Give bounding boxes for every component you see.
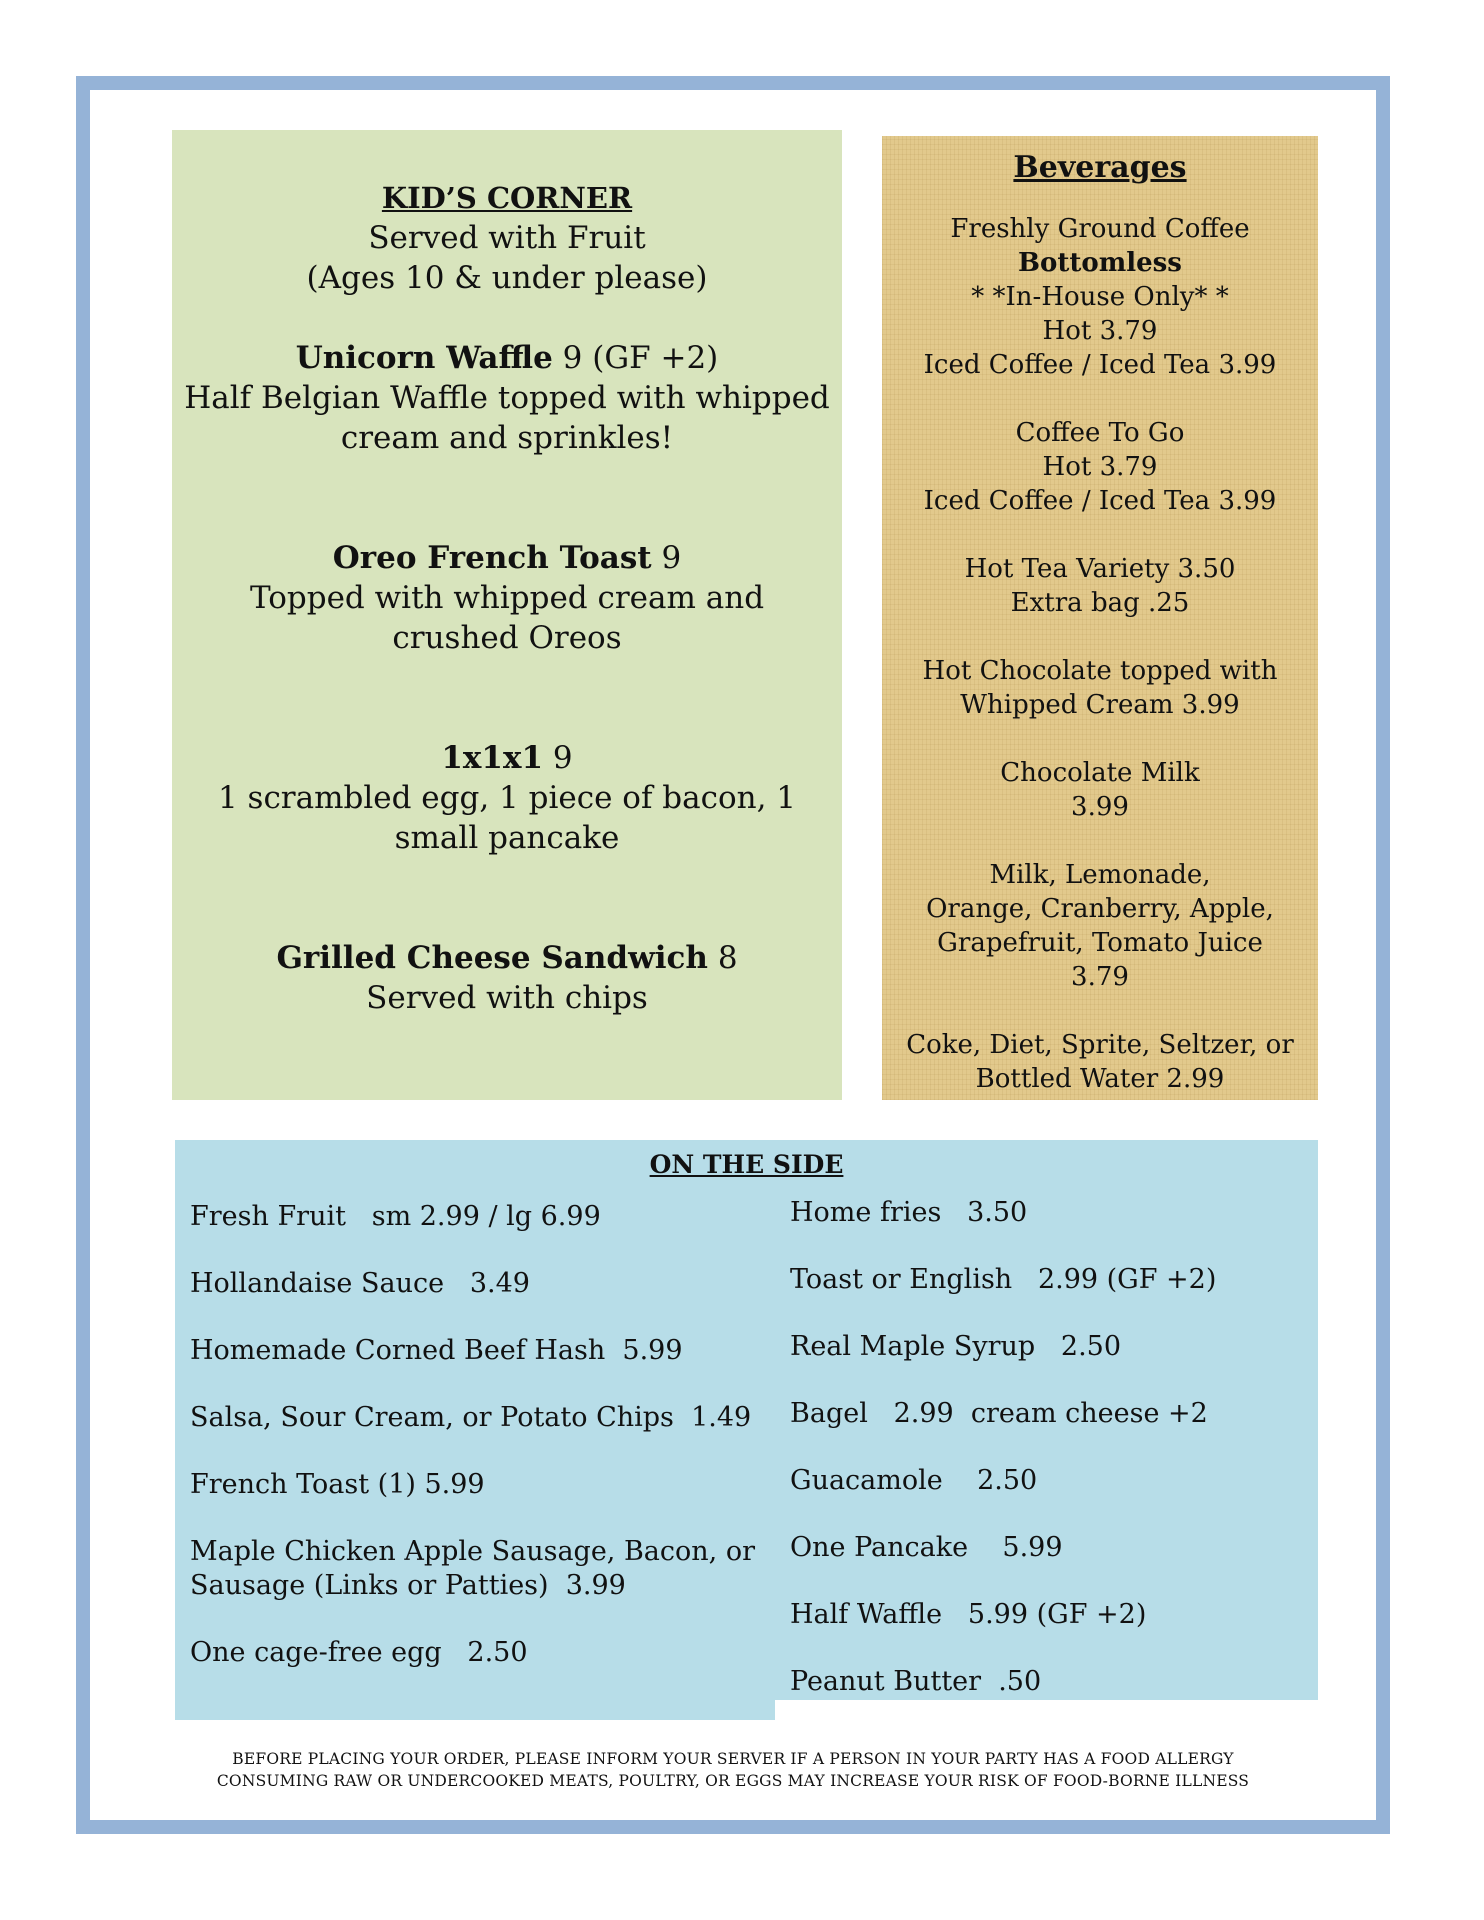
beverage-line: Chocolate Milk: [1000, 758, 1200, 788]
side-item: One cage-free egg 2.50: [190, 1637, 528, 1668]
beverage-line: Freshly Ground Coffee: [950, 214, 1250, 244]
beverage-line: Whipped Cream 3.99: [960, 690, 1240, 720]
item-name: Oreo French Toast: [332, 540, 652, 576]
beverages-panel: [882, 136, 1318, 1100]
side-item: Hollandaise Sauce 3.49: [190, 1268, 530, 1299]
side-item: Half Waffle 5.99 (GF +2): [790, 1599, 1147, 1630]
menu-item: [172, 738, 842, 858]
beverage-group: [882, 756, 1318, 824]
beverage-line: Grapefruit, Tomato Juice: [937, 928, 1263, 958]
beverage-line: Coffee To Go: [1015, 418, 1185, 448]
beverage-line: Coke, Diet, Sprite, Seltzer, or: [906, 1030, 1294, 1060]
item-description: cream and sprinkles!: [340, 420, 674, 456]
menu-item: [172, 938, 842, 1018]
item-price: 9 (GF +2): [552, 340, 719, 376]
beverage-line: Orange, Cranberry, Apple,: [926, 894, 1274, 924]
beverage-group: [882, 654, 1318, 722]
beverage-group: [882, 858, 1318, 994]
menu-item: [172, 538, 842, 658]
beverage-group: [882, 416, 1318, 518]
item-description: Served with chips: [366, 980, 648, 1016]
kids-subtitle-fruit: Served with Fruit: [368, 220, 646, 256]
side-item: Toast or English 2.99 (GF +2): [790, 1264, 1217, 1295]
beverage-line: 3.79: [1071, 962, 1129, 992]
item-price: 9: [651, 540, 682, 576]
beverage-line: Bottomless: [1018, 248, 1182, 278]
side-item: Home fries 3.50: [790, 1197, 1028, 1228]
on-the-side-panel: [175, 1140, 1318, 1720]
beverage-line: Hot Chocolate topped with: [922, 656, 1278, 686]
item-description: Half Belgian Waffle topped with whipped: [184, 380, 830, 416]
side-item: Bagel 2.99 cream cheese +2: [790, 1398, 1208, 1429]
beverage-line: Hot 3.79: [1042, 452, 1158, 482]
beverage-group: [882, 552, 1318, 620]
beverage-line: Iced Coffee / Iced Tea 3.99: [923, 350, 1277, 380]
side-item: Guacamole 2.50: [790, 1465, 1038, 1496]
side-item: One Pancake 5.99: [790, 1532, 1063, 1563]
beverage-line: * *In-House Only* *: [971, 282, 1229, 312]
allergy-disclaimer: [76, 1748, 1390, 1792]
disclaimer-line: CONSUMING RAW OR UNDERCOOKED MEATS, POULTRY, OR EGGS MAY INCREASE YOUR RISK OF FOOD-BORNE ILLNESS: [216, 1772, 1250, 1790]
item-description: crushed Oreos: [392, 620, 622, 656]
beverage-line: Milk, Lemonade,: [989, 860, 1211, 890]
beverage-line: 3.99: [1071, 792, 1129, 822]
side-item: Homemade Corned Beef Hash 5.99: [190, 1335, 683, 1366]
side-item: Real Maple Syrup 2.50: [790, 1331, 1122, 1362]
kids-subtitle-ages: (Ages 10 & under please): [306, 260, 708, 296]
side-item: French Toast (1) 5.99: [190, 1469, 485, 1500]
beverage-line: Hot Tea Variety 3.50: [964, 554, 1236, 584]
beverage-group: [882, 212, 1318, 382]
item-name: 1x1x1: [441, 740, 544, 776]
beverage-line: Bottled Water 2.99: [975, 1064, 1225, 1094]
item-price: 8: [707, 940, 738, 976]
kids-corner-panel: [172, 130, 842, 1100]
item-description: small pancake: [394, 820, 620, 856]
beverage-line: Hot 3.79: [1042, 316, 1158, 346]
side-left-column: [190, 1200, 770, 1703]
side-item: Fresh Fruit sm 2.99 / lg 6.99: [190, 1201, 601, 1232]
beverage-line: Extra bag .25: [1010, 588, 1190, 618]
item-description: 1 scrambled egg, 1 piece of bacon, 1: [217, 780, 797, 816]
item-name: Grilled Cheese Sandwich: [276, 940, 708, 976]
menu-item: [172, 338, 842, 458]
disclaimer-line: BEFORE PLACING YOUR ORDER, PLEASE INFORM YOUR SERVER IF A PERSON IN YOUR PARTY HAS A FOOD ALLERGY: [232, 1750, 1234, 1768]
beverage-group: [882, 1028, 1318, 1096]
side-right-column: [790, 1196, 1310, 1732]
item-description: Topped with whipped cream and: [249, 580, 765, 616]
item-name: Unicorn Waffle: [295, 340, 553, 376]
on-the-side-title: ON THE SIDE: [649, 1150, 844, 1179]
item-price: 9: [543, 740, 573, 776]
side-item: Salsa, Sour Cream, or Potato Chips 1.49: [190, 1402, 752, 1433]
kids-corner-title: KID’S CORNER: [381, 181, 633, 215]
beverages-title: Beverages: [1013, 150, 1187, 185]
side-item: Peanut Butter .50: [790, 1666, 1042, 1697]
beverage-line: Iced Coffee / Iced Tea 3.99: [923, 486, 1277, 516]
side-item: Maple Chicken Apple Sausage, Bacon, or Sausage (Links or Patties) 3.99: [190, 1536, 755, 1601]
